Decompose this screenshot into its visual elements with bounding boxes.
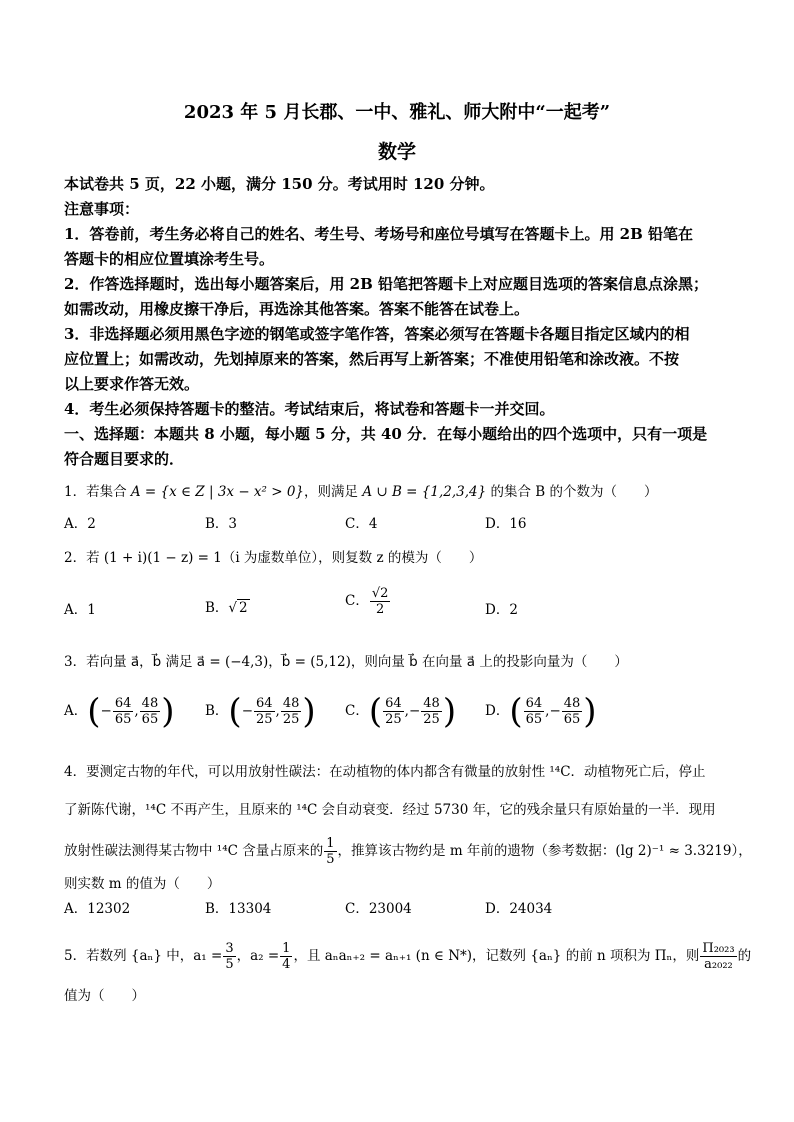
q1-option-b: B．3 bbox=[205, 516, 238, 532]
q1-set-expression: A = {x ∈ Z | 3x − x² > 0} bbox=[130, 484, 305, 500]
q1-option-c: C．4 bbox=[345, 516, 378, 532]
note-4: 4．考生必须保持答题卡的整洁。考试结束后，将试卷和答题卡一并交回。 bbox=[64, 400, 555, 418]
question-4-line-4: 则实数 m 的值为（ ） bbox=[64, 876, 221, 892]
q2-option-c: C． $\frac{√2}{2}$ bbox=[345, 586, 389, 617]
q3-option-d: D．( $\frac{64}{65}$ ,− $\frac{48}{65}$ ) bbox=[485, 691, 597, 732]
notes-heading: 注意事项： bbox=[64, 200, 140, 218]
q1-union-expression: A ∪ B = {1,2,3,4} bbox=[362, 484, 487, 500]
q3-option-a: A．(− $\frac{64}{65}$ , $\frac{48}{65}$ ) bbox=[64, 691, 175, 732]
question-5-line-2: 值为（ ） bbox=[64, 988, 145, 1004]
note-1-line-2: 答题卡的相应位置填涂考生号。 bbox=[64, 250, 275, 268]
q1-option-a: A．2 bbox=[64, 516, 96, 532]
question-2-stem: 2．若 (1 + i)(1 − z) = 1（i 为虚数单位），则复数 z 的模为（ ） bbox=[64, 550, 483, 566]
subject-title: 数学 bbox=[377, 141, 416, 163]
q3-option-b: B．(− $\frac{64}{25}$ , $\frac{48}{25}$ ) bbox=[205, 691, 316, 732]
question-4-line-3: 放射性碳法测得某古物中 ¹⁴C 含量占原来的 $\frac{1}{5}$ ，推算该古物约是 m 年前的遗物（参考数据：(lg 2)⁻¹ ≈ 3.3219）， bbox=[64, 836, 752, 867]
question-4-line-2: 了新陈代谢，¹⁴C 不再产生，且原来的 ¹⁴C 会自动衰变．经过 5730 年，它的残余量只有原始量的一半．现用 bbox=[64, 802, 716, 818]
q4-option-b: B．13304 bbox=[205, 901, 272, 917]
question-5-line-1: 5．若数列 {aₙ} 中，a₁ = $\frac{3}{5}$ ，a₂ = $\frac{1}{4}$ ，且 aₙaₙ₊₂ = aₙ₊₁ (n ∈ N*)，记数列 {aₙ} 的前 n 项积为 Πₙ，则 $\frac{\text{Π₂₀₂₃}}{\text{a₂₀₂₂}}$ 的 bbox=[64, 941, 752, 972]
note-3-line-2: 应位置上；如需改动，先划掉原来的答案，然后再写上新答案；不准使用铅笔和涂改液。不按 bbox=[64, 350, 680, 368]
section-heading-line-2: 符合题目要求的． bbox=[64, 450, 185, 468]
exam-title: 2023 年 5 月长郡、一中、雅礼、师大附中“一起考” bbox=[183, 102, 611, 123]
note-3-line-1: 3．非选择题必须用黑色字迹的钢笔或签字笔作答，答案必须写在答题卡各题目指定区域内的相 bbox=[64, 325, 690, 343]
q4-option-a: A．12302 bbox=[64, 901, 131, 917]
q4-option-c: C．23004 bbox=[345, 901, 412, 917]
note-2-line-2: 如需改动，用橡皮擦干净后，再选涂其他答案。答案不能答在试卷上。 bbox=[64, 300, 530, 318]
q4-option-d: D．24034 bbox=[485, 901, 553, 917]
note-3-line-3: 以上要求作答无效。 bbox=[64, 375, 200, 393]
q1-option-d: D．16 bbox=[485, 516, 527, 532]
note-2-line-1: 2．作答选择题时，选出每小题答案后，用 2B 铅笔把答题卡上对应题目选项的答案信息点涂黑； bbox=[64, 275, 709, 293]
section-heading-line-1: 一、选择题：本题共 8 小题，每小题 5 分，共 40 分．在每小题给出的四个选项中，只有一项是 bbox=[64, 425, 708, 443]
q2-option-a: A．1 bbox=[64, 602, 96, 618]
q2-option-d: D．2 bbox=[485, 602, 518, 618]
question-4-line-1: 4．要测定古物的年代，可以用放射性碳法：在动植物的体内都含有微量的放射性 ¹⁴C．动植物死亡后，停止 bbox=[64, 764, 706, 780]
note-1-line-1: 1．答卷前，考生务必将自己的姓名、考生号、考场号和座位号填写在答题卡上。用 2B 铅笔在 bbox=[64, 225, 694, 243]
q2-option-b: B．√ 2 bbox=[205, 600, 248, 616]
exam-summary: 本试卷共 5 页，22 小题，满分 150 分。考试用时 120 分钟。 bbox=[64, 175, 495, 193]
question-1-stem: 1．若集合 A = {x ∈ Z | 3x − x² > 0}，则满足 A ∪ B = {1,2,3,4} 的集合 B 的个数为（ ） bbox=[64, 484, 658, 500]
question-3-stem: 3．若向量 a⃗，b⃗ 满足 a⃗ = (−4,3)，b⃗ = (5,12)，则向量 b⃗ 在向量 a⃗ 上的投影向量为（ ） bbox=[64, 654, 628, 670]
q3-option-c: C．( $\frac{64}{25}$ ,− $\frac{48}{25}$ ) bbox=[345, 691, 457, 732]
